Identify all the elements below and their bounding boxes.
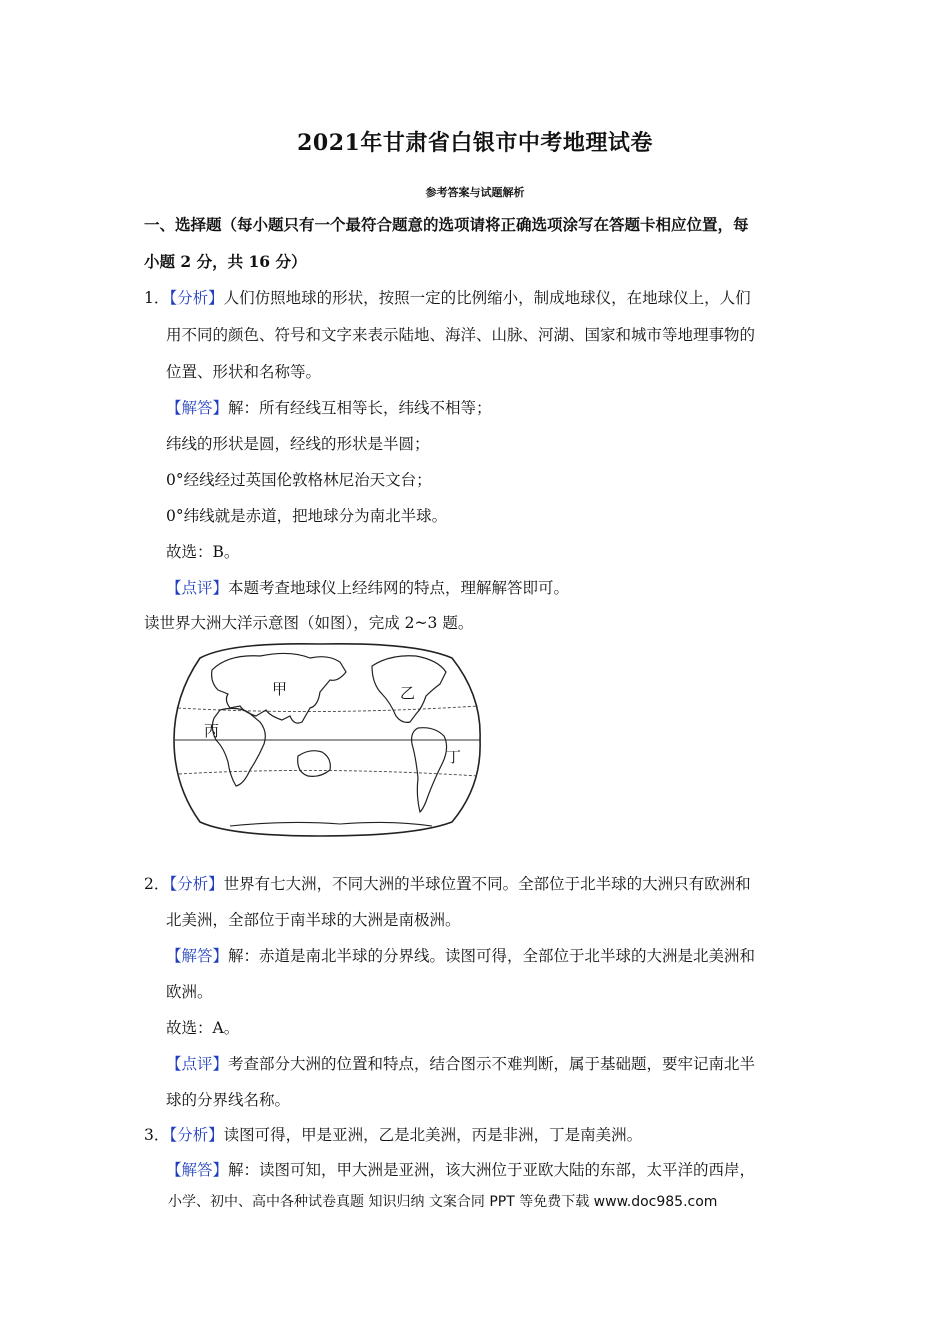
q1-analysis-line: 位置、形状和名称等。: [166, 363, 322, 381]
q1-analysis-line: 用不同的颜色、符号和文字来表示陆地、海洋、山脉、河湖、国家和城市等地理事物的: [166, 326, 756, 344]
map-label-bing: 丙: [204, 722, 220, 740]
q2-answer: 故选：A。: [166, 1019, 240, 1037]
analysis-tag: 【分析】: [169, 289, 224, 307]
q2-analysis: [144, 874, 751, 894]
map-label-ding: 丁: [446, 748, 462, 766]
q1-number: 1．: [144, 289, 170, 307]
page-footer: 小学、初中、高中各种试卷真题 知识归纳 文案合同 PPT 等免费下载 www.doc985.com: [168, 1194, 718, 1210]
q2-analysis-text: 世界有七大洲，不同大洲的半球位置不同。全部位于北半球的大洲只有欧洲和: [223, 875, 751, 893]
map-label-jia: 甲: [272, 680, 288, 698]
q2-comment-line: 球的分界线名称。: [166, 1091, 291, 1109]
q1-solution-line: 0°纬线就是赤道，把地球分为南北半球。: [166, 507, 448, 525]
q2-analysis-line: 北美洲，全部位于南半球的大洲是南极洲。: [166, 911, 461, 929]
map-label-yi: 乙: [400, 684, 416, 702]
comment-tag: 【点评】: [166, 579, 229, 597]
q1-comment: [166, 578, 569, 598]
page-subtitle: 参考答案与试题解析: [425, 186, 525, 199]
q3-analysis: [144, 1125, 642, 1145]
q1-comment-text: 本题考查地球仪上经纬网的特点，理解解答即可。: [228, 579, 570, 597]
map-intro: 读世界大洲大洋示意图（如图），完成 2~3 题。: [144, 614, 474, 632]
solution-tag: 【解答】: [166, 1161, 229, 1179]
q3-solution: [166, 1160, 755, 1180]
q1-analysis: [144, 288, 751, 308]
section-heading-cont: 小题 2 分，共 16 分）: [144, 252, 307, 271]
section-heading: 一、选择题（每小题只有一个最符合题意的选项请将正确选项涂写在答题卡相应位置，每: [144, 215, 749, 234]
q2-solution: [166, 946, 755, 966]
australia-shape: [298, 751, 331, 777]
q1-solution: [166, 398, 492, 418]
page-title: 2021年甘肃省白银市中考地理试卷: [297, 130, 653, 156]
world-map-figure: [170, 636, 486, 842]
q1-solution-line: 纬线的形状是圆，经线的形状是半圆；: [166, 435, 430, 453]
q1-solution-line: 0°经线经过英国伦敦格林尼治天文台；: [166, 471, 432, 489]
q2-number: 2．: [144, 875, 170, 893]
q3-number: 3．: [144, 1126, 170, 1144]
comment-tag: 【点评】: [166, 1055, 229, 1073]
antarctica-shape: [230, 822, 432, 826]
solution-tag: 【解答】: [166, 947, 229, 965]
solution-tag: 【解答】: [166, 399, 229, 417]
q2-comment: [166, 1054, 755, 1074]
q2-solution-line: 欧洲。: [166, 983, 213, 1001]
analysis-tag: 【分析】: [169, 875, 224, 893]
q3-solution-text: 解：读图可知，甲大洲是亚洲，该大洲位于亚欧大陆的东部，太平洋的西岸，: [228, 1161, 756, 1179]
analysis-tag: 【分析】: [169, 1126, 224, 1144]
q1-analysis-text: 人们仿照地球的形状，按照一定的比例缩小，制成地球仪，在地球仪上，人们: [223, 289, 751, 307]
q1-solution-text: 解：所有经线互相等长，纬线不相等；: [228, 399, 492, 417]
q1-answer: 故选：B。: [166, 543, 240, 561]
q3-analysis-text: 读图可得，甲是亚洲，乙是北美洲，丙是非洲，丁是南美洲。: [223, 1126, 643, 1144]
africa-shape: [212, 708, 265, 786]
q2-solution-text: 解：赤道是南北半球的分界线。读图可得，全部位于北半球的大洲是北美洲和: [228, 947, 756, 965]
q2-comment-text: 考查部分大洲的位置和特点，结合图示不难判断，属于基础题，要牢记南北半: [228, 1055, 756, 1073]
